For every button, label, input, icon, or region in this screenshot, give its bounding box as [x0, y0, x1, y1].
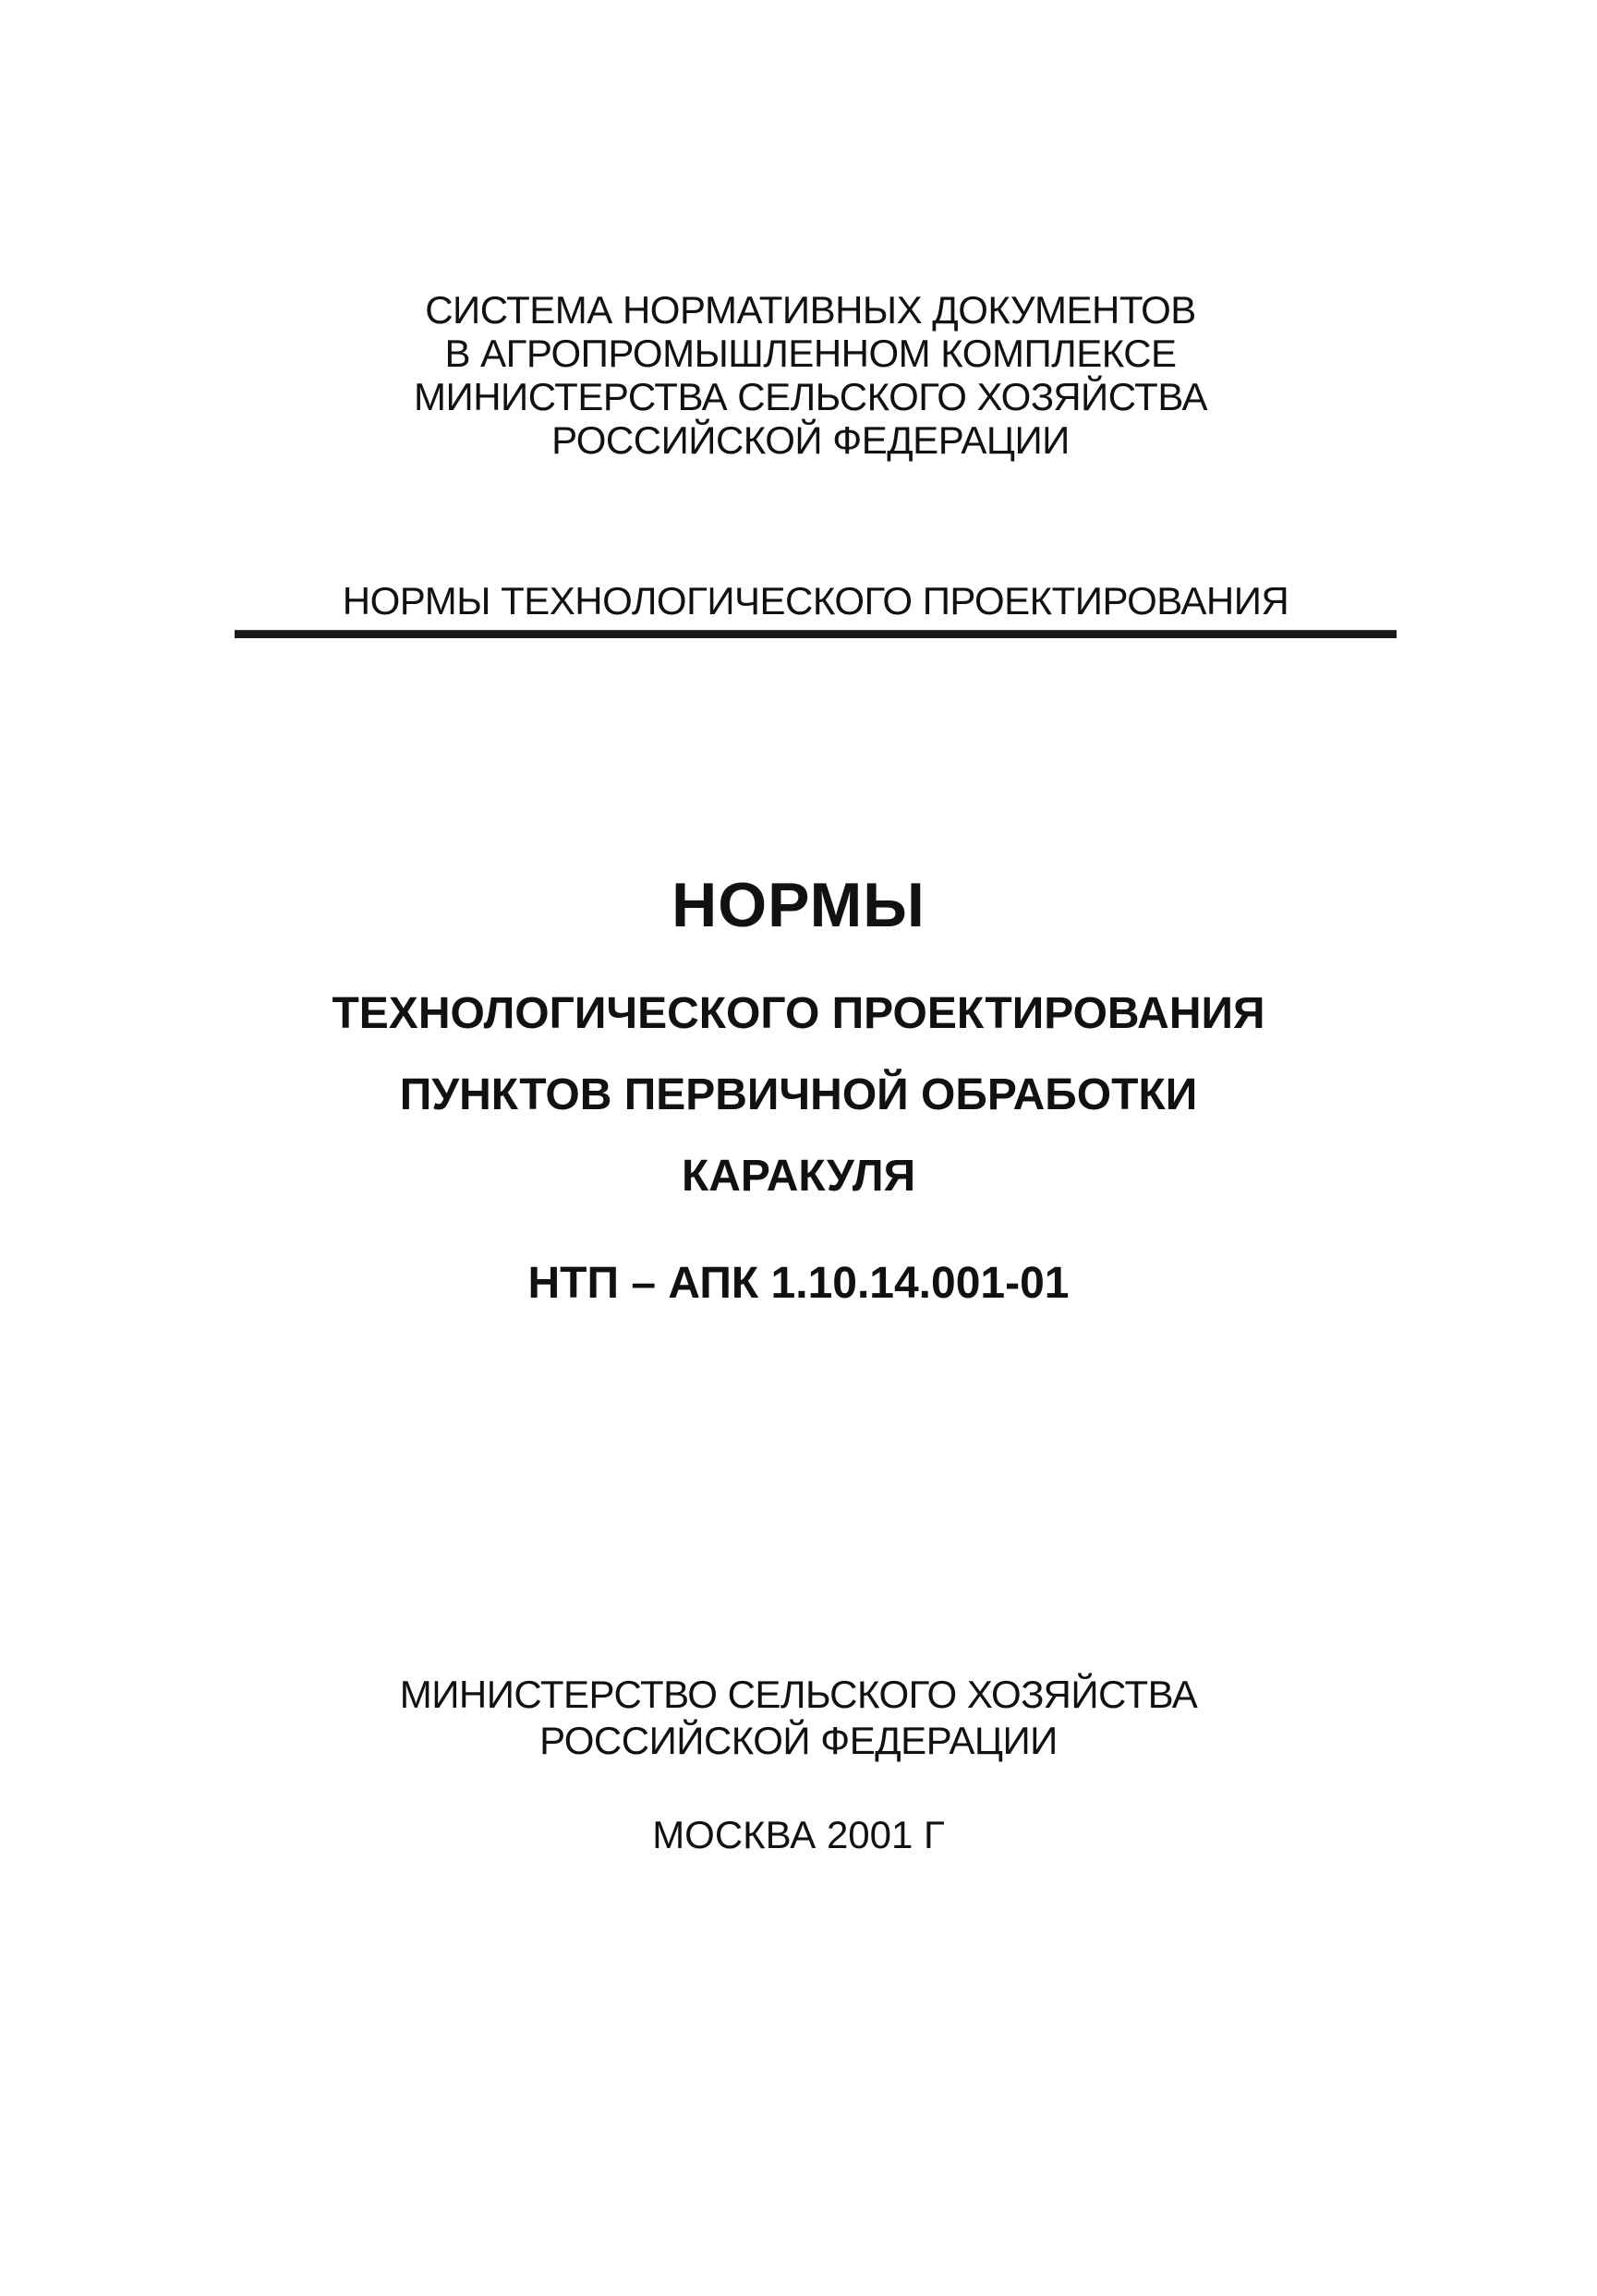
header-line: МИНИСТЕРСТВА СЕЛЬСКОГО ХОЗЯЙСТВА [414, 375, 1207, 418]
subtitle-line: КАРАКУЛЯ [681, 1152, 916, 1201]
document-title: НОРМЫ [671, 870, 926, 940]
document-code: НТП – АПК 1.10.14.001-01 [527, 1259, 1070, 1308]
subtitle-line: ТЕХНОЛОГИЧЕСКОГО ПРОЕКТИРОВАНИЯ [332, 989, 1265, 1038]
header-organization [0, 288, 1597, 462]
series-divider [235, 630, 1397, 638]
header-line: РОССИЙСКОЙ ФЕДЕРАЦИИ [551, 418, 1070, 462]
publisher [0, 1672, 1597, 1764]
series-heading [235, 578, 1397, 638]
series-title: НОРМЫ ТЕХНОЛОГИЧЕСКОГО ПРОЕКТИРОВАНИЯ [342, 579, 1289, 622]
header-line: СИСТЕМА НОРМАТИВНЫХ ДОКУМЕНТОВ [425, 288, 1196, 332]
publisher-line: РОССИЙСКОЙ ФЕДЕРАЦИИ [539, 1719, 1058, 1762]
document-subtitle [0, 973, 1597, 1217]
publisher-line: МИНИСТЕРСТВО СЕЛЬСКОГО ХОЗЯЙСТВА [399, 1673, 1198, 1716]
header-line: В АГРОПРОМЫШЛЕННОМ КОМПЛЕКСЕ [444, 332, 1177, 375]
subtitle-line: ПУНКТОВ ПЕРВИЧНОЙ ОБРАБОТКИ [399, 1070, 1198, 1119]
city-year: МОСКВА 2001 Г [652, 1813, 945, 1856]
